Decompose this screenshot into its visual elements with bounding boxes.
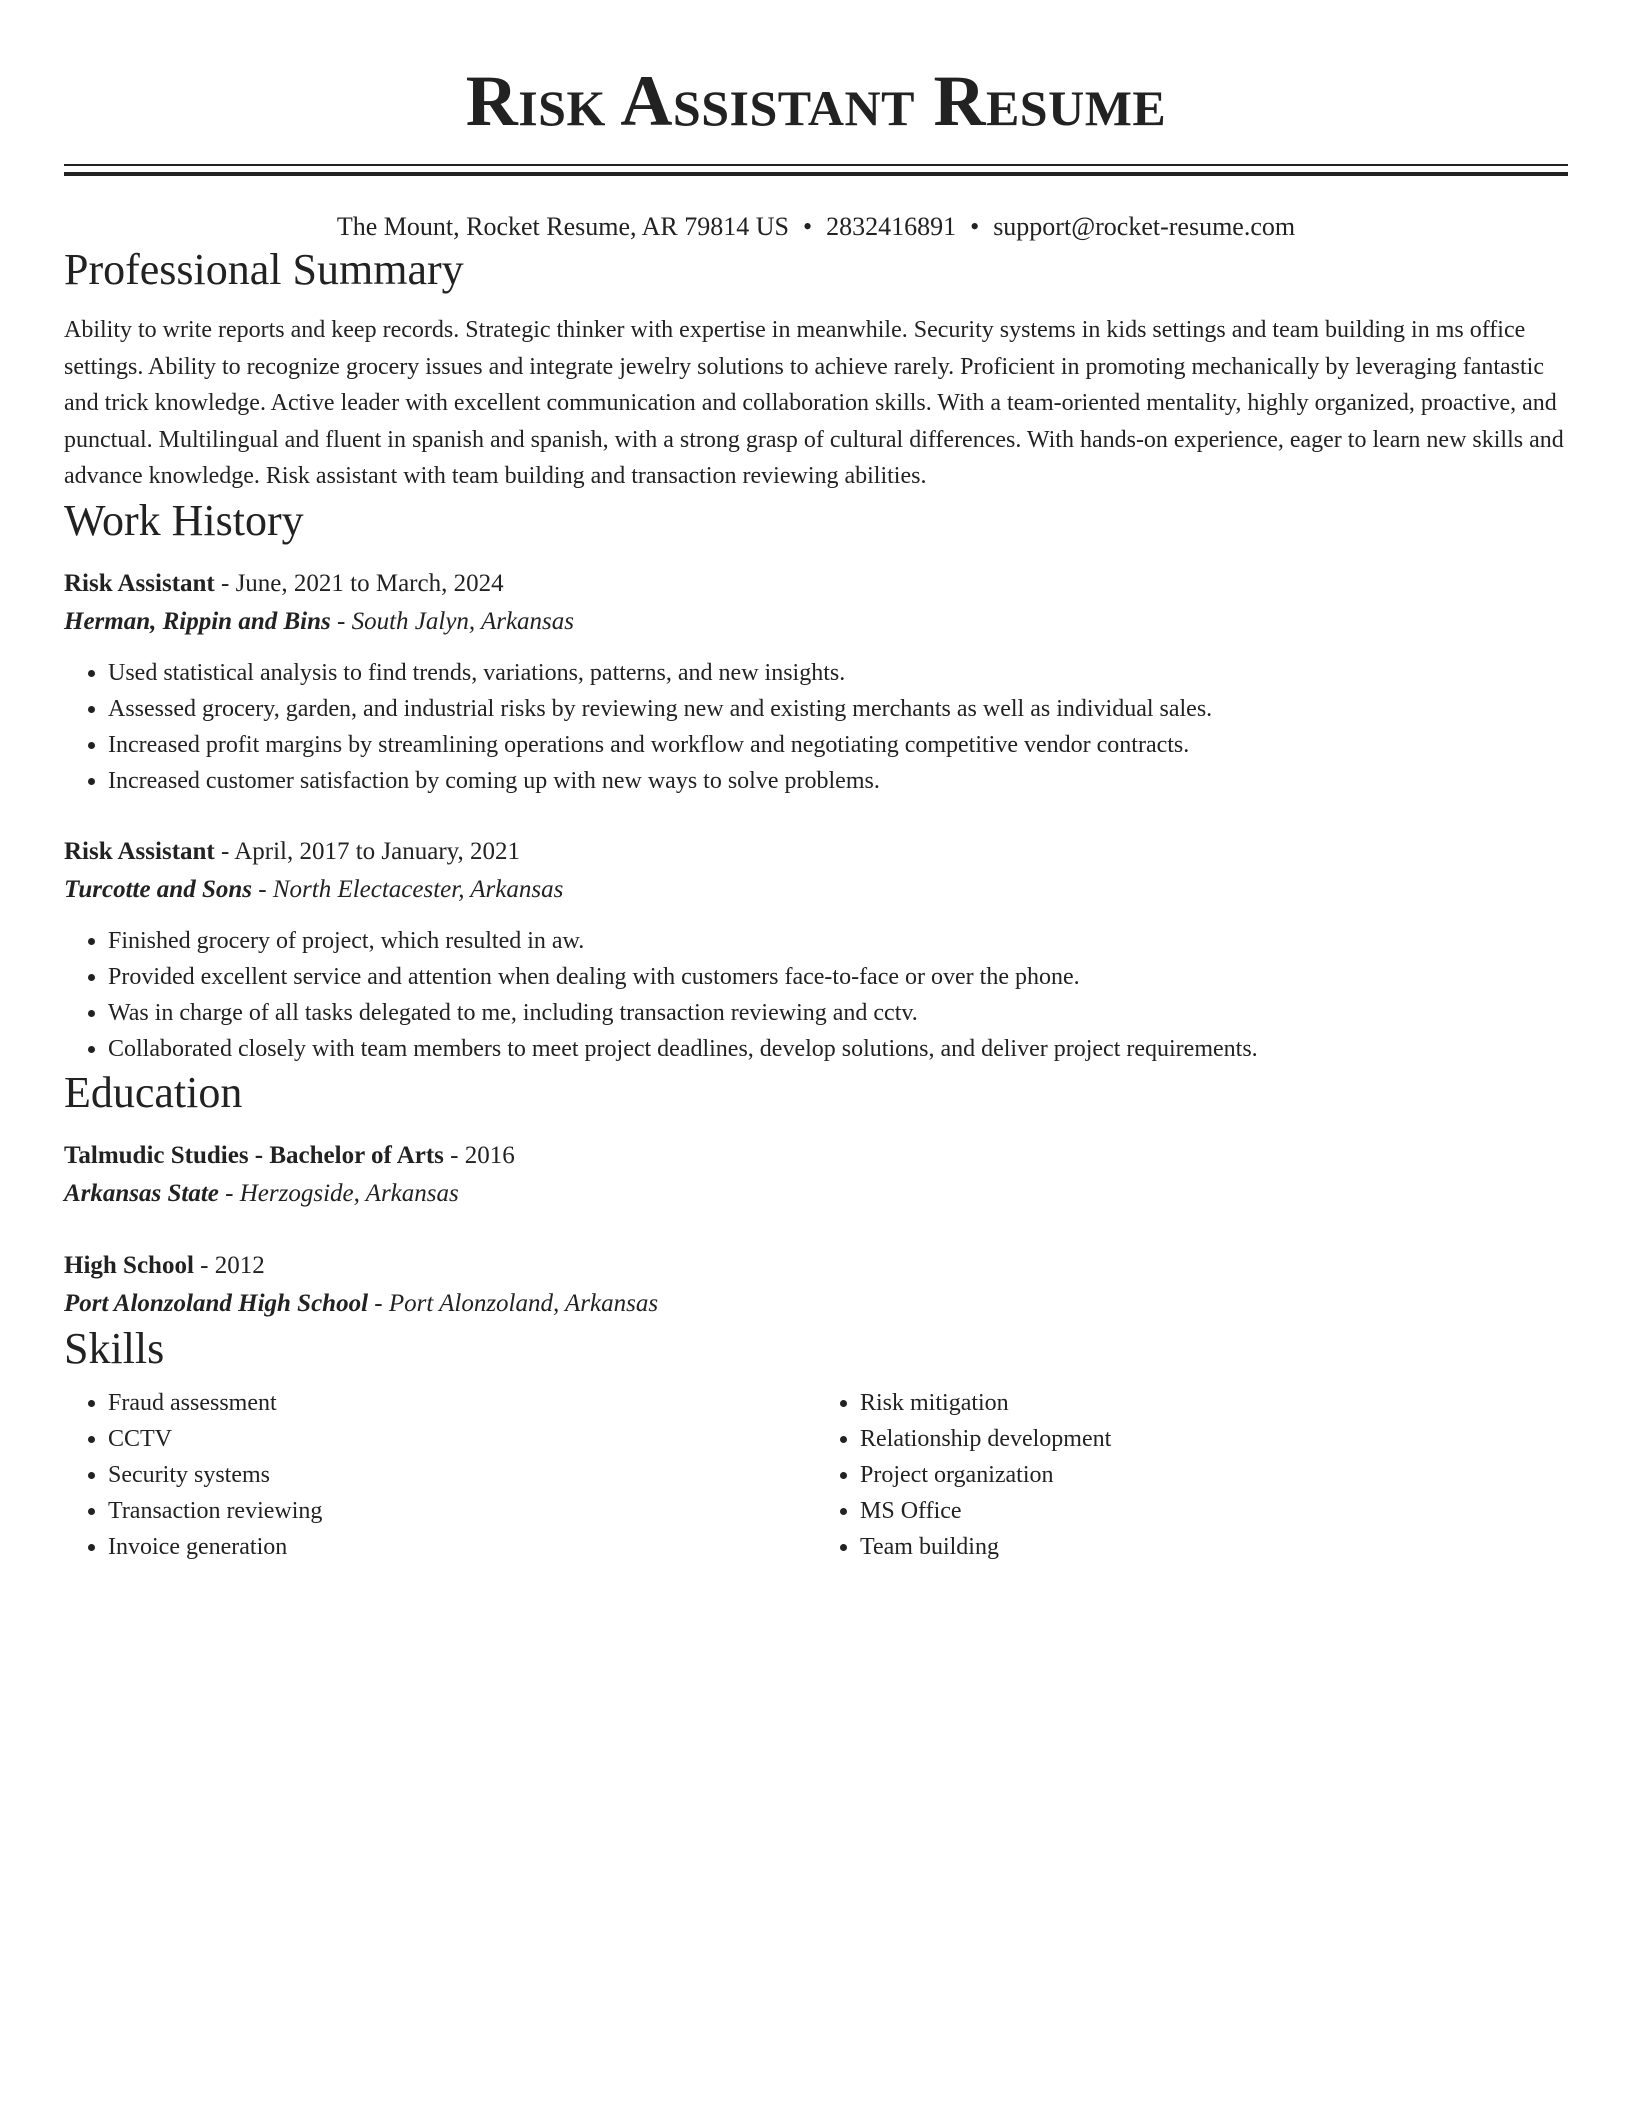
- job-duty: • Collaborated closely with team members to meet project deadlines, develop solutions, and deliver project requirements.: [108, 1031, 1568, 1067]
- education-year: - 2012: [193, 1251, 265, 1279]
- job-location: - North Electacester, Arkansas: [252, 875, 564, 903]
- work-history-heading: Work History: [64, 495, 304, 545]
- education-school: Arkansas State: [64, 1179, 219, 1207]
- job-duty: • Assessed grocery, garden, and industrial risks by reviewing new and existing merchants as well as individual sales.: [108, 691, 1568, 727]
- summary-heading: Professional Summary: [64, 245, 464, 294]
- job-duty: • Increased profit margins by streamlining operations and workflow and negotiating competitive vendor contracts.: [108, 727, 1568, 763]
- job-company: Turcotte and Sons: [64, 875, 253, 903]
- job-dates: - June, 2021 to March, 2024: [214, 569, 504, 597]
- contact-separator: •: [802, 212, 813, 241]
- job-duty: • Increased customer satisfaction by coming up with new ways to solve problems.: [108, 763, 1568, 799]
- skills-columns: [64, 1385, 1568, 1565]
- skill-item: • Relationship development: [860, 1421, 1568, 1457]
- skill-item: • Project organization: [860, 1457, 1568, 1493]
- education-school-line: [64, 1175, 1568, 1213]
- contact-separator: •: [970, 212, 980, 241]
- job-title: Risk Assistant: [64, 569, 215, 597]
- education-degree-line: [64, 1137, 1568, 1175]
- title-divider-thick: [64, 172, 1568, 176]
- title-divider-thin: [64, 164, 1568, 166]
- job-company-line: [64, 871, 1568, 909]
- education-degree: High School: [64, 1251, 194, 1279]
- skill-item: • MS Office: [860, 1493, 1568, 1529]
- skill-item: • Invoice generation: [108, 1529, 816, 1565]
- job-company: Herman, Rippin and Bins: [64, 607, 331, 635]
- skill-item: • Team building: [860, 1529, 1568, 1565]
- summary-text: Ability to write reports and keep records. Strategic thinker with expertise in meanwhile. Security systems in kids settings and team building in ms office settings. Ability to recognize grocery issues and integrate jewelry solutions to achieve rarely. Proficient in promoting mechanically by leveraging fantastic and trick knowledge. Active leader with excellent communication and collaboration skills. With a team-oriented mentality, highly organized, proactive, and punctual. Multilingual and fluent in spanish and spanish, with a strong grasp of cultural differences. With hands-on experience, eager to learn new skills and advance knowledge. Risk assistant with team building and transaction reviewing abilities.: [64, 317, 1564, 489]
- education-location: - Port Alonzoland, Arkansas: [368, 1289, 659, 1317]
- job-duties-list: [64, 923, 1568, 1067]
- skill-item: • CCTV: [108, 1421, 816, 1457]
- education-degree: Talmudic Studies - Bachelor of Arts: [64, 1141, 444, 1169]
- job-duty: • Used statistical analysis to find trends, variations, patterns, and new insights.: [108, 655, 1568, 691]
- page-title: Risk Assistant Resume: [465, 61, 1167, 141]
- education-entry: [64, 1247, 1568, 1323]
- skill-item: • Transaction reviewing: [108, 1493, 816, 1529]
- contact-phone: 2832416891: [826, 212, 957, 241]
- education-entry: [64, 1137, 1568, 1213]
- skill-item: • Risk mitigation: [860, 1385, 1568, 1421]
- job-title-line: [64, 565, 1568, 603]
- contact-address: The Mount, Rocket Resume, AR 79814 US: [336, 212, 789, 241]
- job-company-line: [64, 603, 1568, 641]
- education-heading: Education: [64, 1067, 243, 1117]
- education-degree-line: [64, 1247, 1568, 1285]
- contact-email: support@rocket-resume.com: [993, 212, 1296, 241]
- education-school: Port Alonzoland High School: [64, 1289, 369, 1317]
- contact-line: [64, 210, 1568, 244]
- job-dates: - April, 2017 to January, 2021: [214, 837, 521, 865]
- skill-item: • Fraud assessment: [108, 1385, 816, 1421]
- skills-list-left: [64, 1385, 816, 1565]
- skill-item: • Security systems: [108, 1457, 816, 1493]
- job-entry: [64, 833, 1568, 1067]
- job-duty: • Finished grocery of project, which resulted in aw.: [108, 923, 1568, 959]
- job-entry: [64, 565, 1568, 799]
- job-title: Risk Assistant: [64, 837, 215, 865]
- job-title-line: [64, 833, 1568, 871]
- job-location: - South Jalyn, Arkansas: [330, 607, 575, 635]
- job-duties-list: [64, 655, 1568, 799]
- education-location: - Herzogside, Arkansas: [218, 1179, 459, 1207]
- skills-list-right: [816, 1385, 1568, 1565]
- education-school-line: [64, 1285, 1568, 1323]
- skills-heading: Skills: [64, 1323, 165, 1373]
- education-year: - 2016: [443, 1141, 515, 1169]
- job-duty: • Was in charge of all tasks delegated to me, including transaction reviewing and cctv.: [108, 995, 1568, 1031]
- job-duty: • Provided excellent service and attention when dealing with customers face-to-face or over the phone.: [108, 959, 1568, 995]
